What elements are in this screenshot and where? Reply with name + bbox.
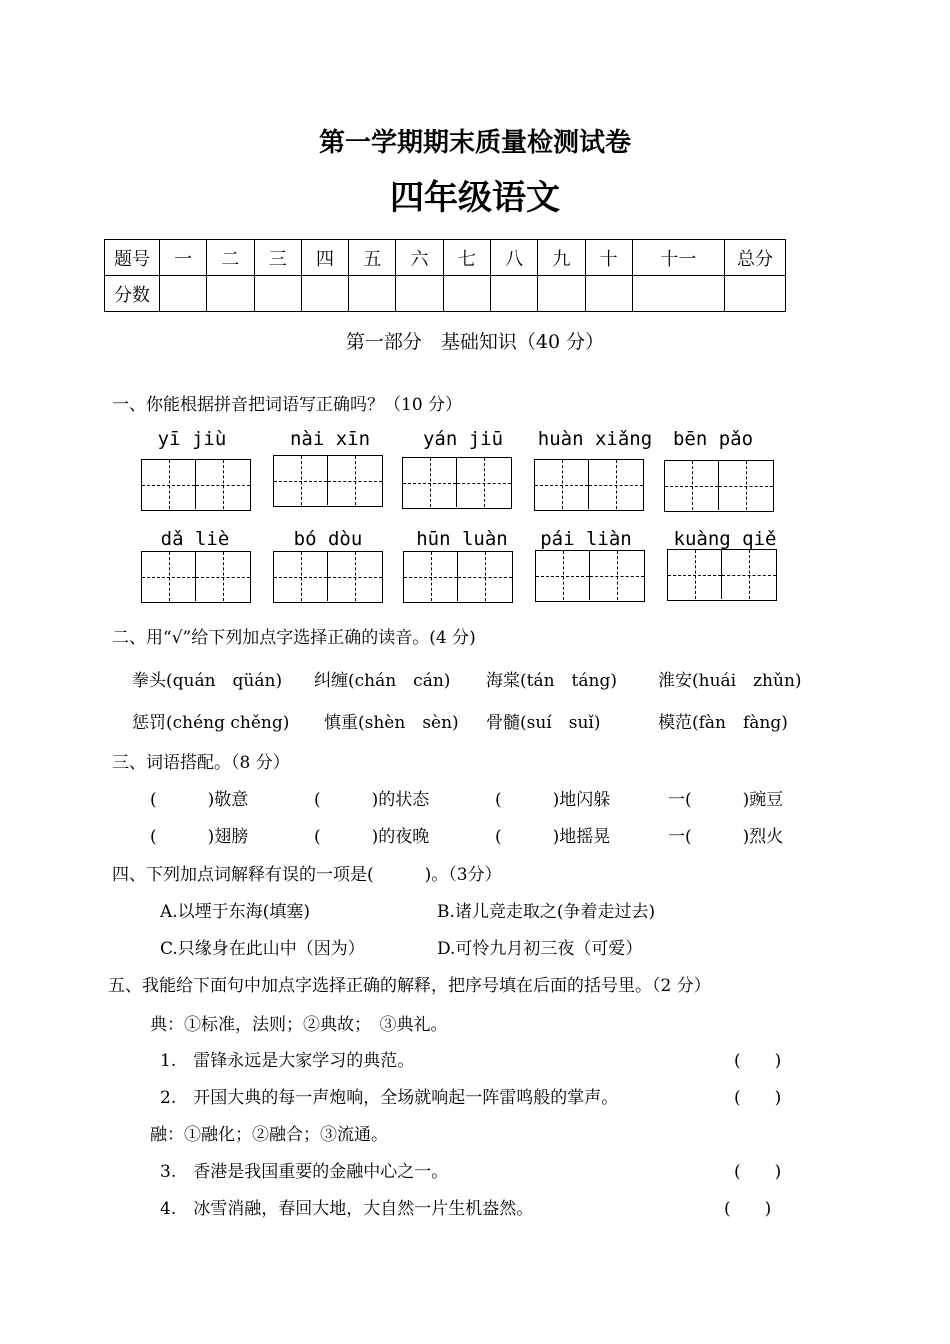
q1-title: 一、你能根据拼音把词语写正确吗？（10 分） bbox=[112, 395, 463, 415]
score-cell: 总分 bbox=[725, 240, 786, 276]
score-cell: 三 bbox=[254, 240, 301, 276]
q3-item[interactable]: ( )地摇晃 bbox=[495, 827, 611, 847]
q2-option: 慎重(shèn sèn) bbox=[324, 713, 459, 733]
score-cell: 五 bbox=[349, 240, 396, 276]
score-cell: 一 bbox=[160, 240, 207, 276]
score-input-cell[interactable] bbox=[443, 276, 490, 312]
q3-item[interactable]: ( )地闪躲 bbox=[495, 790, 611, 810]
score-input-cell[interactable] bbox=[490, 276, 537, 312]
q5-rong-definitions: 融：①融化；②融合；③流通。 bbox=[150, 1125, 388, 1145]
score-input-cell[interactable] bbox=[349, 276, 396, 312]
score-cell: 八 bbox=[490, 240, 537, 276]
tianzige-box[interactable] bbox=[273, 551, 383, 603]
q4-option-b: B.诸儿竞走取之(争着走过去) bbox=[437, 902, 656, 922]
q2-title: 二、用“√”给下列加点字选择正确的读音。(4 分) bbox=[112, 628, 476, 648]
q2-option: 海棠(tán táng) bbox=[486, 671, 617, 691]
score-input-cell[interactable] bbox=[301, 276, 348, 312]
score-cell: 四 bbox=[301, 240, 348, 276]
tianzige-box[interactable] bbox=[141, 459, 251, 511]
pinyin-label: hūn luàn bbox=[416, 528, 508, 550]
q4-option-c: C.只缘身在此山中（因为） bbox=[160, 939, 365, 959]
q3-item[interactable]: ( )的状态 bbox=[314, 790, 430, 810]
answer-paren[interactable]: ( ) bbox=[734, 1051, 782, 1071]
tianzige-box[interactable] bbox=[535, 550, 645, 602]
part-heading: 第一部分 基础知识（40 分） bbox=[345, 331, 605, 353]
q3-item[interactable]: ( )的夜晚 bbox=[314, 827, 430, 847]
score-table-header-row bbox=[105, 240, 786, 276]
q5-item: 1. 雷锋永远是大家学习的典范。 bbox=[160, 1051, 415, 1071]
score-cell: 二 bbox=[207, 240, 254, 276]
q2-option: 淮安(huái zhǔn) bbox=[658, 671, 802, 691]
score-input-cell[interactable] bbox=[396, 276, 443, 312]
score-input-cell[interactable] bbox=[160, 276, 207, 312]
q5-title: 五、我能给下面句中加点字选择正确的解释，把序号填在后面的括号里。（2 分） bbox=[108, 976, 711, 996]
q2-option: 拳头(quán qüán) bbox=[132, 671, 283, 691]
exam-subtitle: 四年级语文 bbox=[390, 178, 560, 218]
q5-dian-definitions: 典：①标准，法则；②典故； ③典礼。 bbox=[150, 1015, 448, 1035]
score-input-cell[interactable] bbox=[725, 276, 786, 312]
q3-title: 三、词语搭配。（8 分） bbox=[112, 753, 290, 773]
q2-option: 纠缠(chán cán) bbox=[314, 671, 451, 691]
score-cell: 十 bbox=[585, 240, 632, 276]
score-cell: 六 bbox=[396, 240, 443, 276]
pinyin-label: huàn xiǎng bbox=[537, 428, 653, 450]
tianzige-box[interactable] bbox=[403, 551, 513, 603]
score-table-score-row bbox=[105, 276, 786, 312]
pinyin-label: bēn pǎo bbox=[672, 428, 754, 450]
score-cell: 九 bbox=[538, 240, 585, 276]
q4-option-a: A.以堙于东海(填塞) bbox=[160, 902, 310, 922]
q5-item: 3. 香港是我国重要的金融中心之一。 bbox=[160, 1162, 449, 1182]
q3-item[interactable]: ( )敬意 bbox=[150, 790, 249, 810]
answer-paren[interactable]: ( ) bbox=[734, 1088, 782, 1108]
tianzige-box[interactable] bbox=[402, 457, 512, 509]
tianzige-box[interactable] bbox=[273, 455, 383, 507]
q2-option: 骨髓(suí suǐ) bbox=[486, 713, 601, 733]
q2-option: 模范(fàn fàng) bbox=[658, 713, 788, 733]
score-cell: 十一 bbox=[632, 240, 724, 276]
pinyin-label: kuàng qiě bbox=[673, 528, 777, 550]
q3-item[interactable]: 一( )豌豆 bbox=[668, 790, 784, 810]
score-input-cell[interactable] bbox=[254, 276, 301, 312]
answer-paren[interactable]: ( ) bbox=[724, 1199, 772, 1219]
exam-title: 第一学期期末质量检测试卷 bbox=[318, 128, 631, 158]
tianzige-box[interactable] bbox=[141, 551, 251, 603]
q3-item[interactable]: ( )翅膀 bbox=[150, 827, 249, 847]
pinyin-label: dǎ liè bbox=[160, 528, 230, 550]
score-input-cell[interactable] bbox=[207, 276, 254, 312]
q4-title: 四、下列加点词解释有误的一项是( )。（3分） bbox=[112, 865, 502, 885]
tianzige-box[interactable] bbox=[534, 459, 644, 511]
pinyin-label: yī jiù bbox=[157, 428, 227, 450]
score-table bbox=[104, 239, 786, 312]
score-cell: 题号 bbox=[105, 240, 160, 276]
score-input-cell[interactable] bbox=[632, 276, 724, 312]
score-cell: 七 bbox=[443, 240, 490, 276]
answer-paren[interactable]: ( ) bbox=[734, 1162, 782, 1182]
pinyin-label: nài xīn bbox=[289, 428, 371, 450]
q3-item[interactable]: 一( )烈火 bbox=[668, 827, 784, 847]
tianzige-box[interactable] bbox=[664, 460, 774, 512]
pinyin-label: bó dòu bbox=[293, 528, 363, 550]
pinyin-label: pái liàn bbox=[540, 528, 632, 550]
q4-option-d: D.可怜九月初三夜（可爱） bbox=[437, 939, 643, 959]
pinyin-label: yán jiū bbox=[422, 428, 504, 450]
tianzige-box[interactable] bbox=[667, 549, 777, 601]
q5-item: 2. 开国大典的每一声炮响，全场就响起一阵雷鸣般的掌声。 bbox=[160, 1088, 619, 1108]
q2-option: 惩罚(chéng chěng) bbox=[132, 713, 290, 733]
score-input-cell[interactable] bbox=[538, 276, 585, 312]
score-input-cell[interactable] bbox=[585, 276, 632, 312]
q5-item: 4. 冰雪消融，春回大地，大自然一片生机盎然。 bbox=[160, 1199, 534, 1219]
score-label: 分数 bbox=[105, 276, 160, 312]
